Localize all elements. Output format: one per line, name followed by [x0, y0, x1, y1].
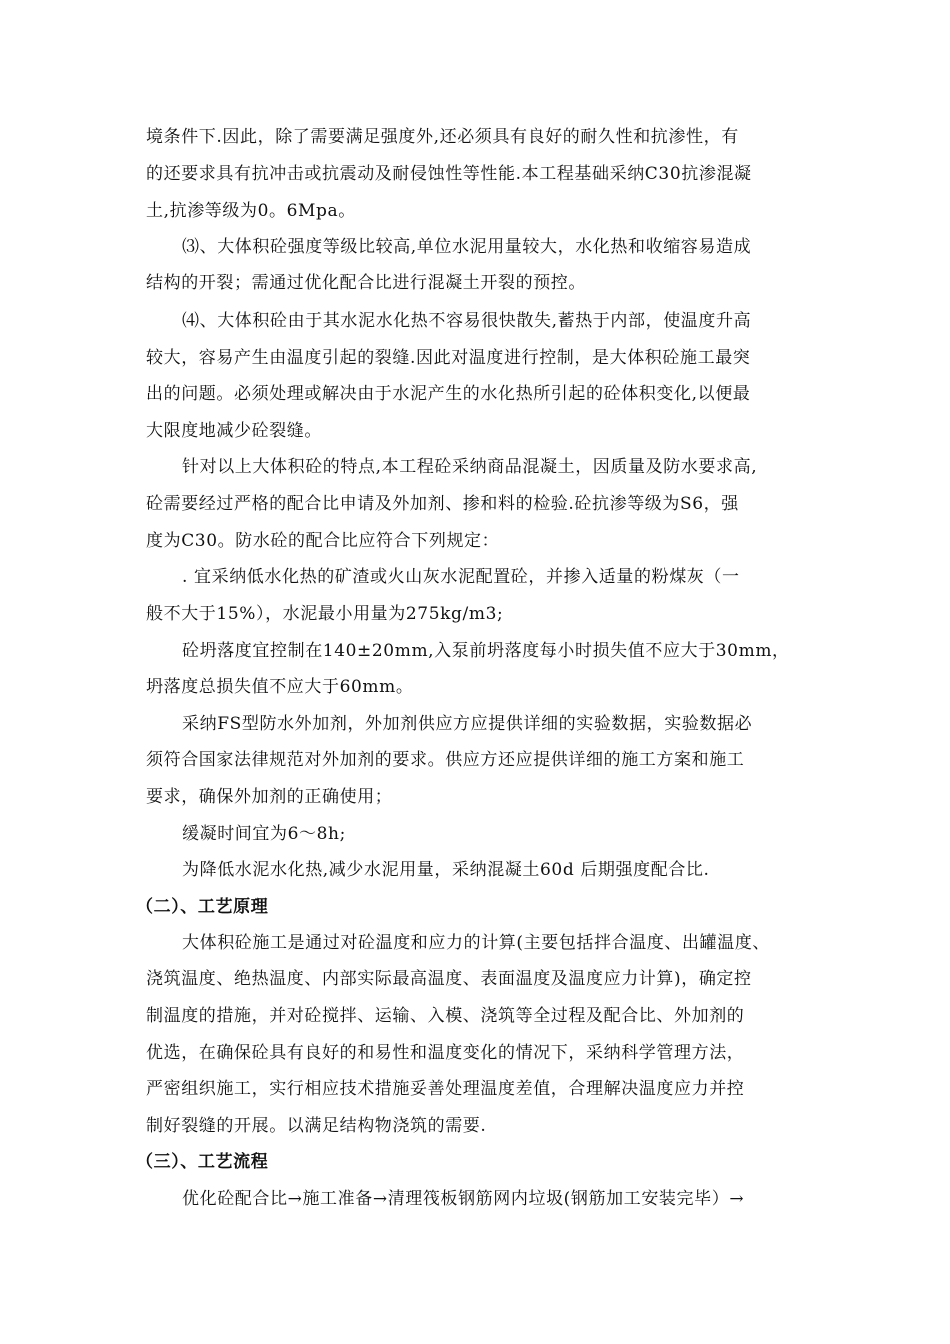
text-line: 坍落度总损失值不应大于60mm。	[146, 677, 414, 697]
text-line: ⑷、大体积砼由于其水泥水化热不容易很快散失,蓄热于内部，使温度升高	[182, 311, 752, 331]
text-line: 制温度的措施，并对砼搅拌、运输、入模、浇筑等全过程及配合比、外加剂的	[146, 1006, 745, 1026]
text-line: 的还要求具有抗冲击或抗震动及耐侵蚀性等性能.本工程基础采纳C30抗渗混凝	[146, 164, 752, 184]
text-line: 砼需要经过严格的配合比申请及外加剂、掺和料的检验.砼抗渗等级为S6，强	[146, 494, 739, 514]
text-line: 大体积砼施工是通过对砼温度和应力的计算(主要包括拌合温度、出罐温度、	[182, 933, 771, 953]
text-line: 大限度地减少砼裂缝。	[146, 421, 322, 441]
text-line: 砼坍落度宜控制在140±20mm,入泵前坍落度每小时损失值不应大于30mm，	[182, 641, 790, 661]
text-line: 针对以上大体积砼的特点,本工程砼采纳商品混凝土，因质量及防水要求高,	[182, 457, 758, 477]
text-line: ⑶、大体积砼强度等级比较高,单位水泥用量较大，水化热和收缩容易造成	[182, 237, 752, 257]
text-line: 须符合国家法律规范对外加剂的要求。供应方还应提供详细的施工方案和施工	[146, 750, 745, 770]
text-line: 度为C30。防水砼的配合比应符合下列规定：	[146, 531, 500, 551]
text-line: 境条件下.因此，除了需要满足强度外,还必须具有良好的耐久性和抗渗性，有	[146, 127, 739, 147]
text-line: 浇筑温度、绝热温度、内部实际最高温度、表面温度及温度应力计算)，确定控	[146, 969, 752, 989]
text-line: 采纳FS型防水外加剂，外加剂供应方应提供详细的实验数据，实验数据必	[182, 714, 753, 734]
text-line: 结构的开裂；需通过优化配合比进行混凝土开裂的预控。	[146, 273, 586, 293]
section-heading: （三）、工艺流程	[136, 1152, 269, 1172]
text-line: 制好裂缝的开展。以满足结构物浇筑的需要.	[146, 1116, 487, 1136]
text-line: 较大，容易产生由温度引起的裂缝.因此对温度进行控制，是大体积砼施工最突	[146, 348, 751, 368]
text-line: 优选，在确保砼具有良好的和易性和温度变化的情况下，采纳科学管理方法，	[146, 1043, 745, 1063]
text-line: 要求，确保外加剂的正确使用；	[146, 787, 393, 807]
text-line: . 宜采纳低水化热的矿渣或火山灰水泥配置砼，并掺入适量的粉煤灰（一	[182, 567, 740, 587]
text-line: 般不大于15%），水泥最小用量为275kg/m3;	[146, 604, 504, 624]
text-line: 为降低水泥水化热,减少水泥用量，采纳混凝土60d 后期强度配合比.	[182, 860, 710, 880]
text-line: 出的问题。必须处理或解决由于水泥产生的水化热所引起的砼体积变化,以便最	[146, 384, 751, 404]
text-line: 土,抗渗等级为0。6Mpa。	[146, 201, 356, 221]
text-line: 优化砼配合比→施工准备→清理筏板钢筋网内垃圾(钢筋加工安装完毕）→	[182, 1189, 745, 1209]
section-heading: （二）、工艺原理	[136, 897, 269, 917]
text-line: 缓凝时间宜为6～8h;	[182, 824, 346, 844]
text-line: 严密组织施工，实行相应技术措施妥善处理温度差值，合理解决温度应力并控	[146, 1079, 745, 1099]
